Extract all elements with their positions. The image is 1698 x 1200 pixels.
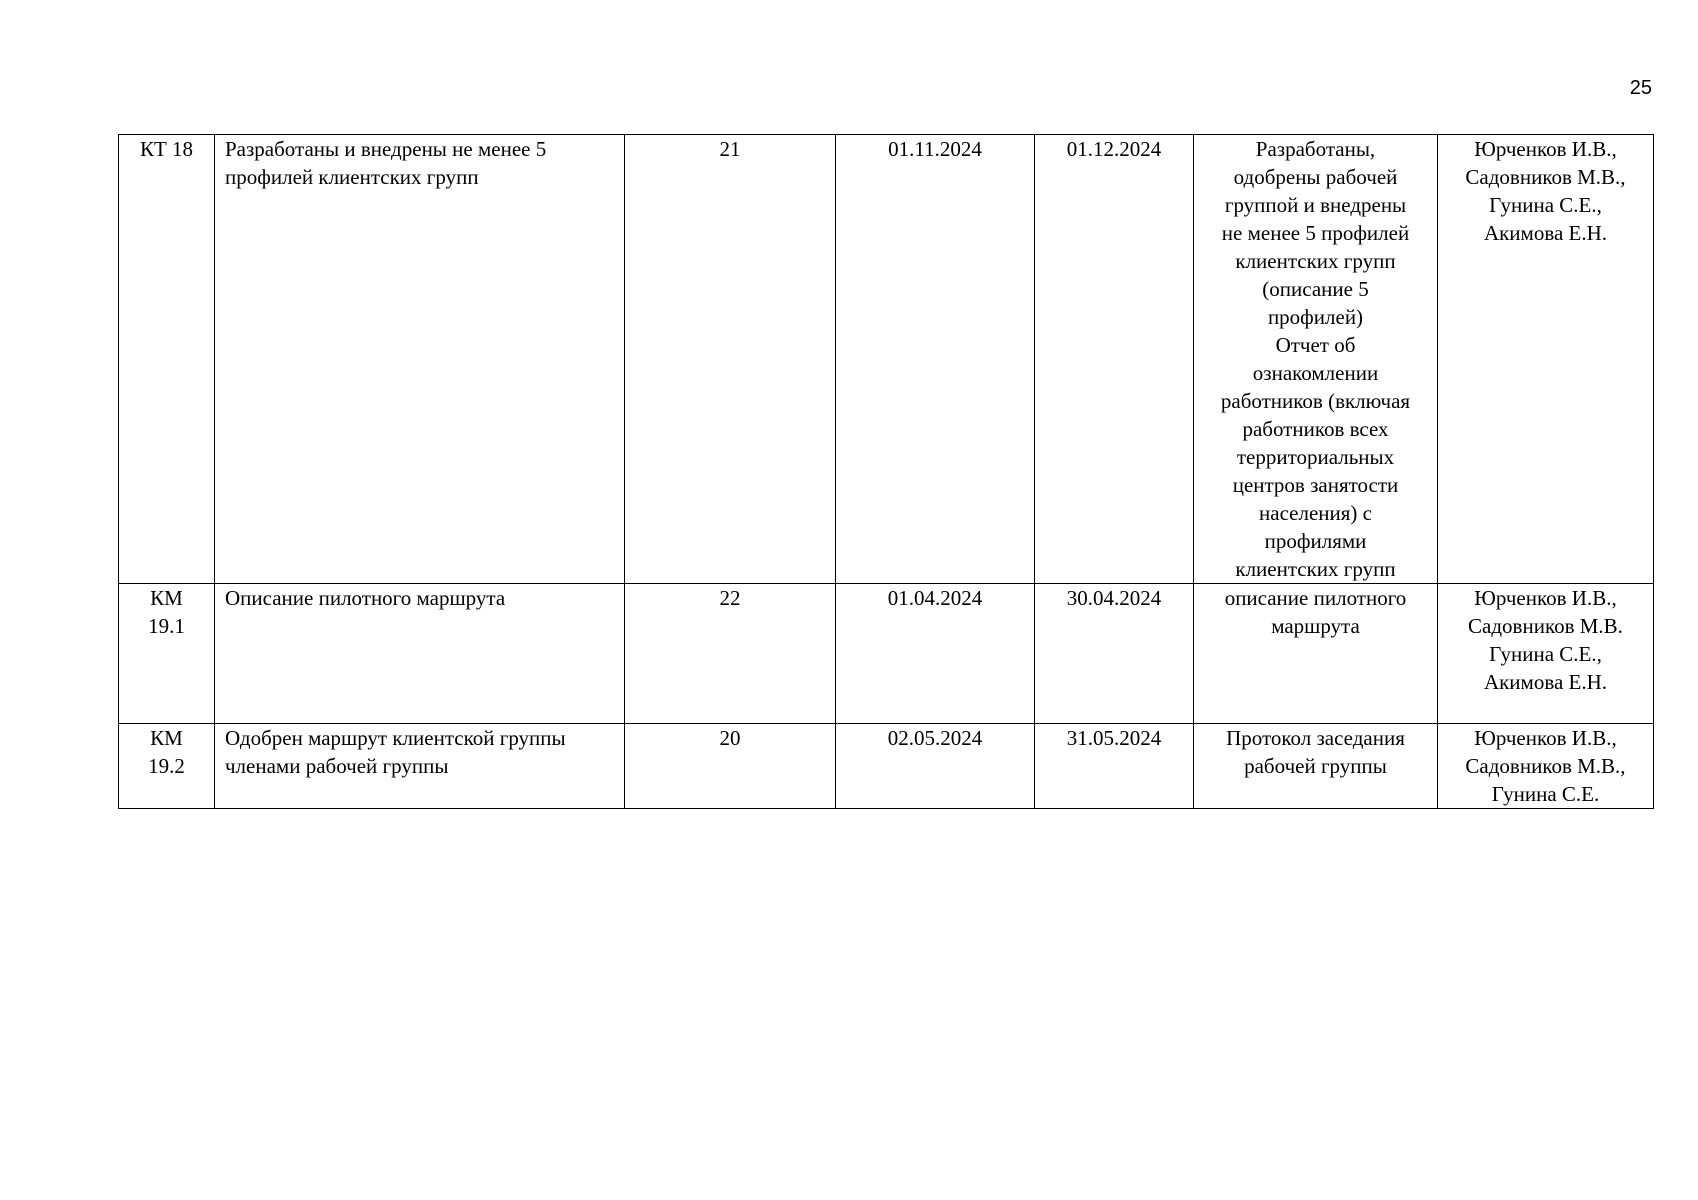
- result-line: группой и внедрены: [1224, 193, 1407, 217]
- result-line: центров занятости: [1232, 473, 1399, 497]
- result-line: клиентских групп: [1235, 249, 1396, 273]
- result-line: территориальных: [1236, 445, 1395, 469]
- result-line: (описание 5: [1262, 277, 1369, 301]
- responsible-line: Садовников М.В.: [1468, 614, 1623, 638]
- table-row: [119, 584, 1654, 724]
- number-cell: 22: [625, 584, 836, 724]
- code-line: 19.1: [148, 614, 185, 638]
- description-cell: Одобрен маршрут клиентской группы членами рабочей группы: [215, 724, 625, 809]
- responsible-line: Юрченков И.В.,: [1474, 726, 1617, 750]
- responsible-cell: [1438, 724, 1654, 809]
- responsible-line: Акимова Е.Н.: [1483, 221, 1608, 245]
- code-line: КМ: [150, 586, 183, 610]
- responsible-line: Юрченков И.В.,: [1474, 137, 1617, 161]
- responsible-line: Гунина С.Е.,: [1489, 193, 1602, 217]
- responsible-cell: [1438, 135, 1654, 584]
- result-line: ознакомлении: [1252, 361, 1379, 385]
- end-date-cell: 01.12.2024: [1035, 135, 1194, 584]
- start-date-cell: 01.11.2024: [836, 135, 1035, 584]
- responsible-cell: [1438, 584, 1654, 724]
- code-cell: [119, 584, 215, 724]
- table-row: [119, 135, 1654, 584]
- responsible-line: Гунина С.Е.: [1491, 782, 1600, 806]
- description-cell: Разработаны и внедрены не менее 5 профилей клиентских групп: [215, 135, 625, 584]
- result-line: не менее 5 профилей: [1221, 221, 1410, 245]
- responsible-line: Акимова Е.Н.: [1483, 670, 1608, 694]
- result-cell: [1194, 724, 1438, 809]
- result-line: населения) с: [1259, 501, 1372, 525]
- result-cell: [1194, 584, 1438, 724]
- responsible-line: Садовников М.В.,: [1465, 754, 1626, 778]
- start-date-cell: 01.04.2024: [836, 584, 1035, 724]
- result-line: маршрута: [1271, 614, 1360, 638]
- table-row: [119, 724, 1654, 809]
- code-cell: [119, 724, 215, 809]
- responsible-line: Гунина С.Е.,: [1489, 642, 1602, 666]
- code-line: 19.2: [148, 754, 185, 778]
- result-line: работников (включая: [1220, 389, 1411, 413]
- description-cell: Описание пилотного маршрута: [215, 584, 625, 724]
- plan-table: [118, 134, 1654, 809]
- result-line: Протокол заседания: [1226, 726, 1405, 750]
- end-date-cell: 31.05.2024: [1035, 724, 1194, 809]
- responsible-line: Садовников М.В.,: [1465, 165, 1626, 189]
- number-cell: 21: [625, 135, 836, 584]
- result-line: описание пилотного: [1224, 586, 1407, 610]
- result-line: Разработаны,: [1255, 137, 1376, 161]
- result-cell: [1194, 135, 1438, 584]
- result-line: Отчет об: [1275, 333, 1356, 357]
- responsible-line: Юрченков И.В.,: [1474, 586, 1617, 610]
- result-line: профилей): [1267, 305, 1364, 329]
- end-date-cell: 30.04.2024: [1035, 584, 1194, 724]
- code-line: КТ 18: [139, 137, 194, 161]
- number-cell: 20: [625, 724, 836, 809]
- result-line: профилями: [1264, 529, 1367, 553]
- code-line: КМ: [150, 726, 183, 750]
- code-cell: [119, 135, 215, 584]
- result-line: клиентских групп: [1235, 557, 1396, 581]
- start-date-cell: 02.05.2024: [836, 724, 1035, 809]
- result-line: рабочей группы: [1244, 754, 1387, 778]
- page-number: 25: [1629, 77, 1652, 99]
- result-line: работников всех: [1242, 417, 1389, 441]
- result-line: одобрены рабочей: [1233, 165, 1398, 189]
